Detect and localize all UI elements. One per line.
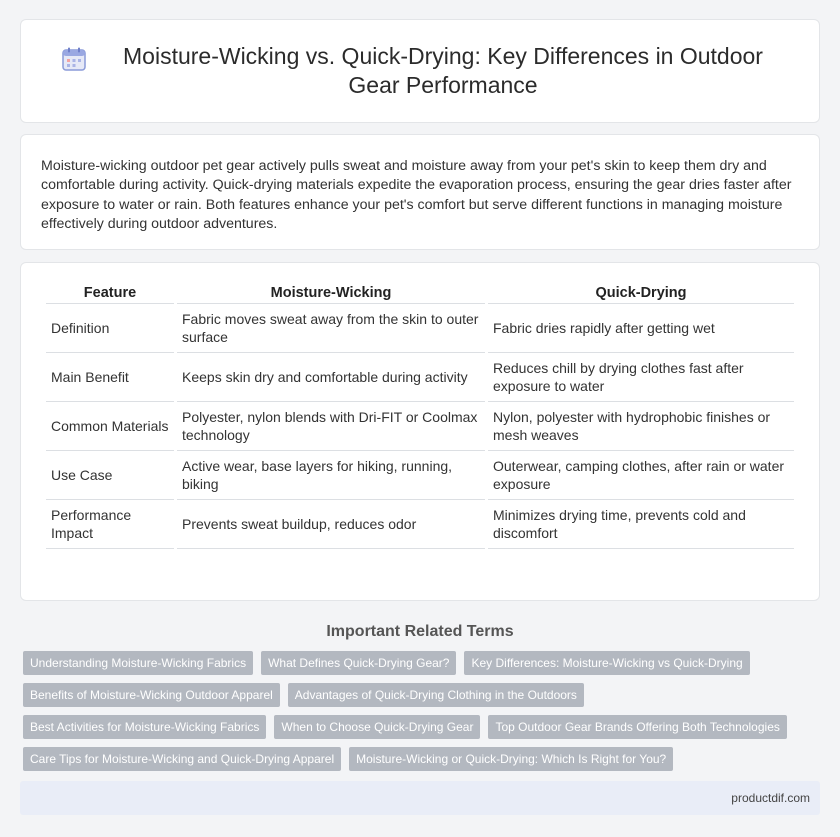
- row-quick-drying: Outerwear, camping clothes, after rain or water exposure: [488, 451, 794, 500]
- table-row: [46, 353, 794, 402]
- page-header: [20, 19, 820, 123]
- row-feature: Common Materials: [46, 402, 174, 451]
- related-terms-list: [20, 651, 820, 779]
- row-moisture-wicking: Keeps skin dry and comfortable during activity: [177, 353, 485, 402]
- header-quick-drying: Quick-Drying: [488, 281, 794, 304]
- comparison-card: [20, 262, 820, 601]
- related-term-link[interactable]: When to Choose Quick-Drying Gear: [274, 715, 480, 739]
- row-quick-drying: Nylon, polyester with hydrophobic finishes or mesh weaves: [488, 402, 794, 451]
- row-moisture-wicking: Fabric moves sweat away from the skin to outer surface: [177, 304, 485, 353]
- related-term-link[interactable]: Top Outdoor Gear Brands Offering Both Technologies: [488, 715, 786, 739]
- related-term-link[interactable]: Best Activities for Moisture-Wicking Fabrics: [23, 715, 266, 739]
- footer-site-name: productdif.com: [731, 791, 810, 805]
- related-term-link[interactable]: Advantages of Quick-Drying Clothing in the Outdoors: [288, 683, 584, 707]
- related-term-link[interactable]: What Defines Quick-Drying Gear?: [261, 651, 456, 675]
- calendar-icon: [61, 46, 87, 72]
- row-moisture-wicking: Active wear, base layers for hiking, running, biking: [177, 451, 485, 500]
- related-term-link[interactable]: Understanding Moisture-Wicking Fabrics: [23, 651, 253, 675]
- header-feature: Feature: [46, 281, 174, 304]
- page-footer: [20, 781, 820, 815]
- header-moisture-wicking: Moisture-Wicking: [177, 281, 485, 304]
- row-feature: Use Case: [46, 451, 174, 500]
- row-quick-drying: Minimizes drying time, prevents cold and discomfort: [488, 500, 794, 549]
- row-feature: Main Benefit: [46, 353, 174, 402]
- related-terms-title: Important Related Terms: [326, 623, 514, 640]
- related-term-link[interactable]: Benefits of Moisture-Wicking Outdoor Apparel: [23, 683, 280, 707]
- row-moisture-wicking: Prevents sweat buildup, reduces odor: [177, 500, 485, 549]
- row-feature: Definition: [46, 304, 174, 353]
- intro-text: Moisture-wicking outdoor pet gear actively pulls sweat and moisture away from your pet's skin to keep them dry and comfortable during activity. Quick-drying materials expedite the evaporation process, ensuring the gear dries faster after exposure to water or rain. Both features enhance your pet's comfort but serve different functions in managing moisture effectively during outdoor adventures.: [41, 158, 792, 233]
- table-row: [46, 304, 794, 353]
- intro-card: [20, 134, 820, 250]
- comparison-table: [43, 281, 797, 549]
- row-moisture-wicking: Polyester, nylon blends with Dri-FIT or Coolmax technology: [177, 402, 485, 451]
- related-term-link[interactable]: Moisture-Wicking or Quick-Drying: Which Is Right for You?: [349, 747, 673, 771]
- table-header-row: [46, 281, 794, 304]
- row-feature: Performance Impact: [46, 500, 174, 549]
- row-quick-drying: Fabric dries rapidly after getting wet: [488, 304, 794, 353]
- related-term-link[interactable]: Care Tips for Moisture-Wicking and Quick-Drying Apparel: [23, 747, 341, 771]
- page-title: Moisture-Wicking vs. Quick-Drying: Key Differences in Outdoor Gear Performance: [123, 43, 763, 98]
- row-quick-drying: Reduces chill by drying clothes fast after exposure to water: [488, 353, 794, 402]
- table-row: [46, 451, 794, 500]
- related-term-link[interactable]: Key Differences: Moisture-Wicking vs Quick-Drying: [464, 651, 749, 675]
- table-row: [46, 500, 794, 549]
- table-row: [46, 402, 794, 451]
